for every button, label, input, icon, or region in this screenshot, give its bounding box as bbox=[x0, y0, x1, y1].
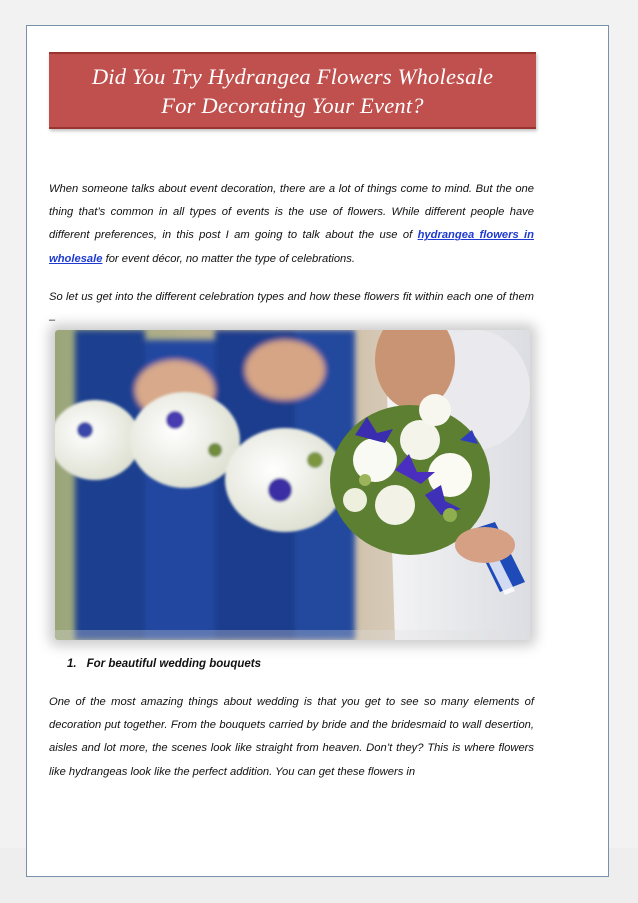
hydrangea-wholesale-link[interactable]: hydrangea flowers in wholesale bbox=[49, 229, 534, 265]
title-banner bbox=[49, 52, 536, 129]
title-line-2: For Decorating Your Event? bbox=[161, 92, 424, 118]
second-paragraph: So let us get into the different celebration types and how these flowers fit within each one of them – bbox=[49, 291, 534, 327]
intro-paragraph bbox=[49, 178, 534, 271]
intro-text: When someone talks about event decoration, there are a lot of things come to mind. But the one thing that’s common in all types of events is the use of flowers. While different people have different preferences, in this post I am going to talk about the use of bbox=[49, 183, 534, 242]
title-line-1: Did You Try Hydrangea Flowers Wholesale bbox=[91, 63, 494, 89]
wedding-bouquets-photo bbox=[55, 330, 530, 640]
section-1-body: One of the most amazing things about wedding is that you get to see so many elements of decoration put together. From the bouquets carried by bride and the bridesmaid to wall desertion, aisles and lot more, the scenes look like straight from heaven. Don’t they? This is where flowers like hydrangeas look like the perfect addition. You can get these flowers in bbox=[49, 696, 534, 778]
section-1-heading bbox=[67, 658, 261, 670]
intro-text-end: for event décor, no matter the type of celebrations. bbox=[102, 252, 355, 265]
section-1-number: 1. bbox=[67, 658, 77, 670]
section-1-title: For beautiful wedding bouquets bbox=[86, 658, 261, 670]
